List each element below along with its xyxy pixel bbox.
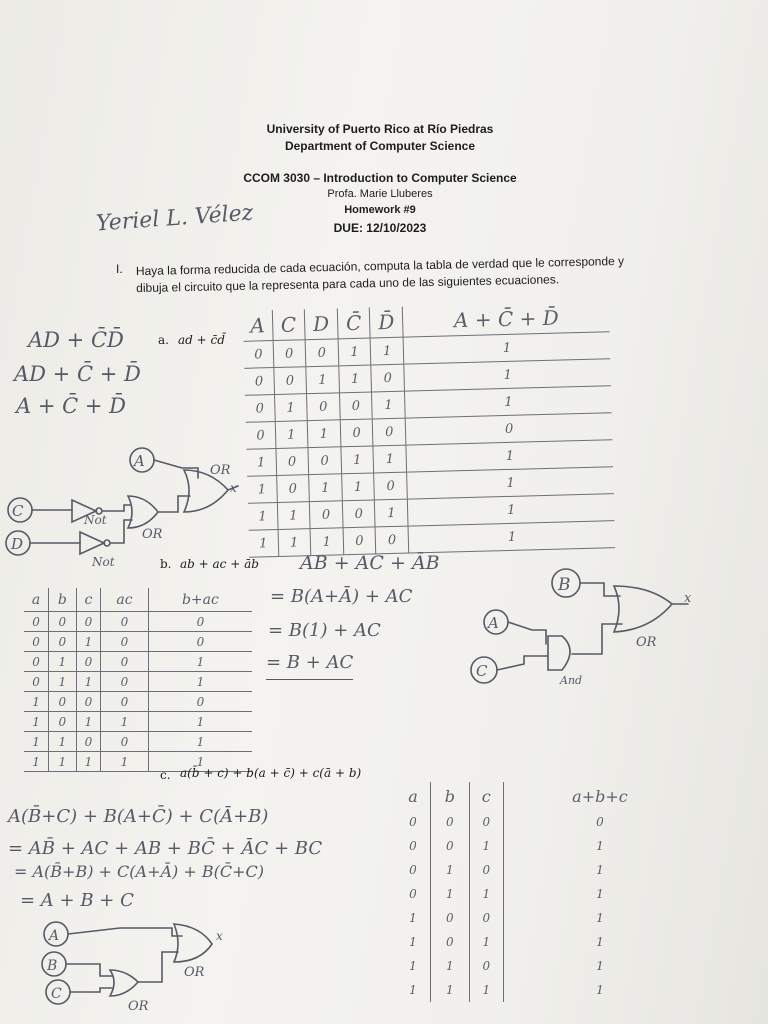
- circuit-a-output: x: [230, 481, 237, 495]
- truth-table-header: D̄: [369, 307, 403, 338]
- truth-table-cell: 0: [273, 340, 306, 368]
- part-c-work-line: A(B̄+C) + B(A+C̄) + C(Ā+B): [8, 806, 269, 827]
- circuit-b-or-label: OR: [636, 635, 657, 650]
- truth-table-cell: 1: [278, 529, 311, 557]
- truth-table-cell: 0: [49, 692, 77, 712]
- truth-table-cell: 0: [246, 422, 276, 450]
- truth-table-cell: 1: [49, 752, 77, 772]
- truth-table-cell: 0: [276, 448, 309, 476]
- truth-table-cell: 1: [76, 632, 101, 652]
- truth-table-cell: 0: [343, 527, 376, 555]
- truth-table-header: C: [272, 309, 305, 340]
- truth-table-cell: 0: [396, 858, 431, 882]
- circuit-a-input-c: C: [12, 502, 24, 520]
- part-c-work-line: = AB̄ + AC + AB + BC̄ + ĀC + BC: [8, 838, 323, 859]
- part-a-work-line: AD + C̄ + D̄: [14, 362, 141, 386]
- course-title: CCOM 3030 – Introduction to Computer Science: [243, 171, 517, 185]
- truth-table-cell: 1: [148, 752, 252, 772]
- truth-table-cell: 1: [370, 337, 404, 365]
- truth-table-cell: 1: [406, 440, 613, 472]
- truth-table-cell: 1: [306, 366, 340, 394]
- truth-table-cell: 0: [431, 834, 470, 858]
- part-b-expression: ab + ac + āb: [180, 557, 259, 571]
- truth-table-header: c: [469, 782, 503, 810]
- part-a-work-line: A + C̄ + D̄: [16, 394, 126, 418]
- truth-table-cell: 1: [596, 983, 604, 997]
- truth-table-header: a: [24, 588, 49, 612]
- circuit-a-or-label: OR: [142, 527, 163, 542]
- truth-table-cell: 1: [341, 446, 374, 474]
- truth-table-cell: 0: [245, 395, 275, 423]
- truth-table-cell: 0: [431, 810, 470, 834]
- truth-table-cell: 0: [244, 341, 274, 369]
- truth-table-cell: 0: [101, 732, 149, 752]
- truth-table-cell: 1: [374, 499, 408, 527]
- question-text: Haya la forma reducida de cada ecuación, computa la tabla de verdad que le corresponde y dibuja el circuito que la representa para cada uno de las siguientes ecuaciones.: [135, 253, 625, 296]
- truth-table-cell: 1: [469, 978, 503, 1002]
- truth-table-cell: 0: [469, 954, 503, 978]
- truth-table-cell: 1: [342, 473, 375, 501]
- truth-table-cell: 0: [101, 632, 149, 652]
- truth-table-cell: 1: [246, 449, 276, 477]
- circuit-a-input-a: A: [134, 452, 145, 470]
- circuit-b-and-label: And: [560, 674, 583, 687]
- truth-table-cell: 1: [49, 652, 77, 672]
- truth-table-header: C̄: [337, 308, 370, 339]
- question-number: I.: [116, 262, 123, 276]
- truth-table-cell: 1: [408, 494, 615, 526]
- truth-table-cell: 1: [310, 528, 344, 556]
- truth-table-cell: 0: [24, 652, 49, 672]
- truth-table-cell: 0: [469, 858, 503, 882]
- truth-table-cell: 0: [396, 882, 431, 906]
- due-date: DUE: 12/10/2023: [333, 221, 427, 235]
- truth-table-cell: 1: [396, 978, 431, 1002]
- truth-table-cell: 0: [148, 612, 252, 632]
- truth-table-header: D: [304, 308, 338, 339]
- truth-table-cell: 0: [101, 652, 149, 672]
- part-b-work-line: = B + AC: [266, 652, 353, 680]
- truth-table-cell: 0: [24, 632, 49, 652]
- truth-table-cell: 1: [407, 467, 614, 499]
- truth-table-cell: 1: [469, 834, 503, 858]
- truth-table-cell: 1: [24, 752, 49, 772]
- truth-table-cell: 0: [431, 906, 470, 930]
- truth-table-cell: 1: [76, 672, 101, 692]
- part-a-label: a.: [158, 333, 169, 347]
- truth-table-cell: 1: [148, 672, 252, 692]
- truth-table-cell: 1: [396, 906, 431, 930]
- part-c-label: c.: [160, 768, 171, 782]
- not-gate-d: [80, 532, 104, 554]
- circuit-c: [42, 922, 212, 1004]
- truth-table-cell: 1: [338, 338, 371, 366]
- circuit-b: [471, 569, 688, 683]
- truth-table-cell: 0: [244, 368, 274, 396]
- circuit-c-input-a: A: [49, 928, 60, 944]
- truth-table-header: A: [243, 310, 273, 341]
- truth-table-cell: 0: [306, 393, 340, 421]
- truth-table-cell: 0: [24, 612, 49, 632]
- truth-table-cell: 1: [408, 521, 615, 553]
- truth-table-cell: 0: [24, 672, 49, 692]
- truth-table-cell: 0: [396, 810, 431, 834]
- truth-table-cell: 0: [469, 810, 503, 834]
- part-c-expression: a(b̄ + c) + b(a + c̄) + c(ā + b): [180, 766, 362, 780]
- truth-table-cell: 0: [340, 419, 373, 447]
- truth-table-cell: 1: [469, 930, 503, 954]
- circuit-b-input-a: A: [488, 614, 499, 632]
- truth-table-cell: 1: [148, 652, 252, 672]
- truth-table-cell: 0: [372, 418, 406, 446]
- circuit-c-output: x: [216, 929, 223, 943]
- part-a-expression: ad + c̄d̄: [178, 333, 225, 347]
- truth-table-cell: 0: [374, 472, 408, 500]
- circuit-b-output: x: [684, 591, 692, 606]
- truth-table-cell: 0: [76, 612, 101, 632]
- circuit-c-input-b: B: [47, 958, 58, 974]
- truth-table-cell: 1: [249, 529, 279, 557]
- truth-table-cell: 1: [76, 712, 101, 732]
- truth-table-cell: 1: [596, 911, 604, 925]
- truth-table-cell: 1: [307, 420, 341, 448]
- circuit-b-input-b: B: [558, 575, 571, 595]
- truth-table-cell: 0: [342, 500, 375, 528]
- truth-table-cell: 1: [431, 978, 470, 1002]
- truth-table-cell: 0: [596, 815, 604, 829]
- truth-table-cell: 0: [49, 612, 77, 632]
- truth-table-cell: 1: [403, 332, 610, 364]
- truth-table-cell: 1: [469, 882, 503, 906]
- or-gate: [614, 586, 672, 632]
- circuit-a-not-label: Not: [92, 555, 115, 569]
- truth-table-cell: 1: [339, 365, 372, 393]
- truth-table-cell: 1: [49, 672, 77, 692]
- circuit-c-or-label: OR: [128, 999, 149, 1014]
- or-gate-inner: [128, 496, 158, 528]
- part-b-label: b.: [160, 557, 172, 571]
- truth-table-header: a+b+c: [572, 786, 628, 806]
- truth-table-cell: 1: [24, 692, 49, 712]
- truth-table-cell: 0: [49, 712, 77, 732]
- circuit-c-input-c: C: [51, 986, 62, 1002]
- truth-table-cell: 1: [404, 359, 611, 391]
- truth-table-header: b+ac: [148, 588, 252, 612]
- circuit-a: [6, 448, 238, 555]
- circuit-c-or-label: OR: [184, 965, 205, 980]
- circuit-b-input-c: C: [476, 662, 488, 680]
- truth-table-cell: 1: [405, 386, 612, 418]
- truth-table-header: A + C̄ + D̄: [403, 301, 610, 337]
- truth-table-cell: 1: [248, 503, 278, 531]
- truth-table-header: b: [431, 782, 470, 810]
- truth-table-header: b: [49, 588, 77, 612]
- truth-table-cell: 1: [247, 476, 277, 504]
- circuit-a-input-d: D: [11, 535, 24, 553]
- truth-table-cell: 1: [596, 887, 604, 901]
- truth-table-cell: 0: [406, 413, 613, 445]
- truth-table-cell: 0: [371, 364, 405, 392]
- truth-table-header: c: [76, 588, 101, 612]
- truth-table-cell: 1: [596, 935, 604, 949]
- truth-table-cell: 1: [24, 732, 49, 752]
- circuit-a-not-label: Not: [84, 513, 107, 527]
- truth-table-cell: 0: [76, 692, 101, 712]
- truth-table-cell: 0: [431, 930, 470, 954]
- or-gate-outer: [174, 924, 212, 962]
- truth-table-cell: 0: [148, 632, 252, 652]
- truth-table-cell: 1: [373, 445, 407, 473]
- truth-table-header: ac: [101, 588, 149, 612]
- truth-table-cell: 0: [276, 475, 309, 503]
- truth-table-cell: 1: [148, 732, 252, 752]
- truth-table-cell: 0: [101, 672, 149, 692]
- truth-table-cell: 1: [101, 752, 149, 772]
- truth-table-cell: 1: [24, 712, 49, 732]
- truth-table-cell: 0: [76, 652, 101, 672]
- truth-table-cell: 1: [431, 858, 470, 882]
- truth-table-cell: 0: [340, 392, 373, 420]
- truth-table-cell: 0: [148, 692, 252, 712]
- professor-name: Profa. Marie Lluberes: [327, 188, 433, 200]
- truth-table-cell: 0: [396, 834, 431, 858]
- truth-table-cell: 1: [277, 502, 310, 530]
- truth-table-cell: 1: [49, 732, 77, 752]
- part-b-work-line: = B(1) + AC: [268, 620, 381, 641]
- truth-table-cell: 0: [101, 612, 149, 632]
- part-b-work-line: AB + AC + ĀB: [300, 552, 440, 574]
- truth-table-cell: 0: [49, 632, 77, 652]
- part-c-work-line: = A + B + C: [20, 890, 134, 911]
- part-b-work-line: = B(A+Ā) + AC: [270, 586, 413, 607]
- truth-table-cell: 1: [148, 712, 252, 732]
- truth-table-cell: 0: [469, 906, 503, 930]
- truth-table-cell: 1: [308, 474, 342, 502]
- truth-table-cell: 1: [596, 839, 604, 853]
- truth-table-cell: 1: [431, 954, 470, 978]
- student-name: Yeriel L. Vélez: [95, 200, 255, 237]
- truth-table-cell: 1: [596, 863, 604, 877]
- truth-table-cell: 1: [396, 954, 431, 978]
- circuit-a-or-label: OR: [210, 463, 231, 478]
- truth-table-cell: 1: [275, 421, 308, 449]
- university-name: University of Puerto Rico at Río Piedras: [266, 122, 494, 136]
- truth-table-cell: 0: [101, 692, 149, 712]
- truth-table-cell: 0: [375, 526, 409, 554]
- truth-table-cell: 1: [274, 394, 307, 422]
- truth-table-cell: 0: [76, 732, 101, 752]
- or-gate-inner: [110, 970, 138, 996]
- truth-table-cell: 1: [431, 882, 470, 906]
- truth-table-cell: 0: [308, 447, 342, 475]
- department-name: Department of Computer Science: [284, 139, 476, 153]
- truth-table-cell: 1: [76, 752, 101, 772]
- truth-table-cell: 1: [596, 959, 604, 973]
- truth-table-cell: 1: [101, 712, 149, 732]
- part-a-work-line: AD + C̄D̄: [28, 328, 124, 352]
- truth-table-cell: 0: [274, 367, 307, 395]
- and-gate: [548, 636, 570, 670]
- truth-table-cell: 1: [396, 930, 431, 954]
- truth-table-cell: 1: [372, 391, 406, 419]
- part-c-work-line: = A(B̄+B) + C(A+Ā) + B(C̄+C): [14, 862, 264, 881]
- truth-table-cell: 0: [309, 501, 343, 529]
- homework-number: Homework #9: [344, 204, 416, 216]
- truth-table-cell: 0: [305, 339, 339, 367]
- truth-table-header: a: [396, 782, 431, 810]
